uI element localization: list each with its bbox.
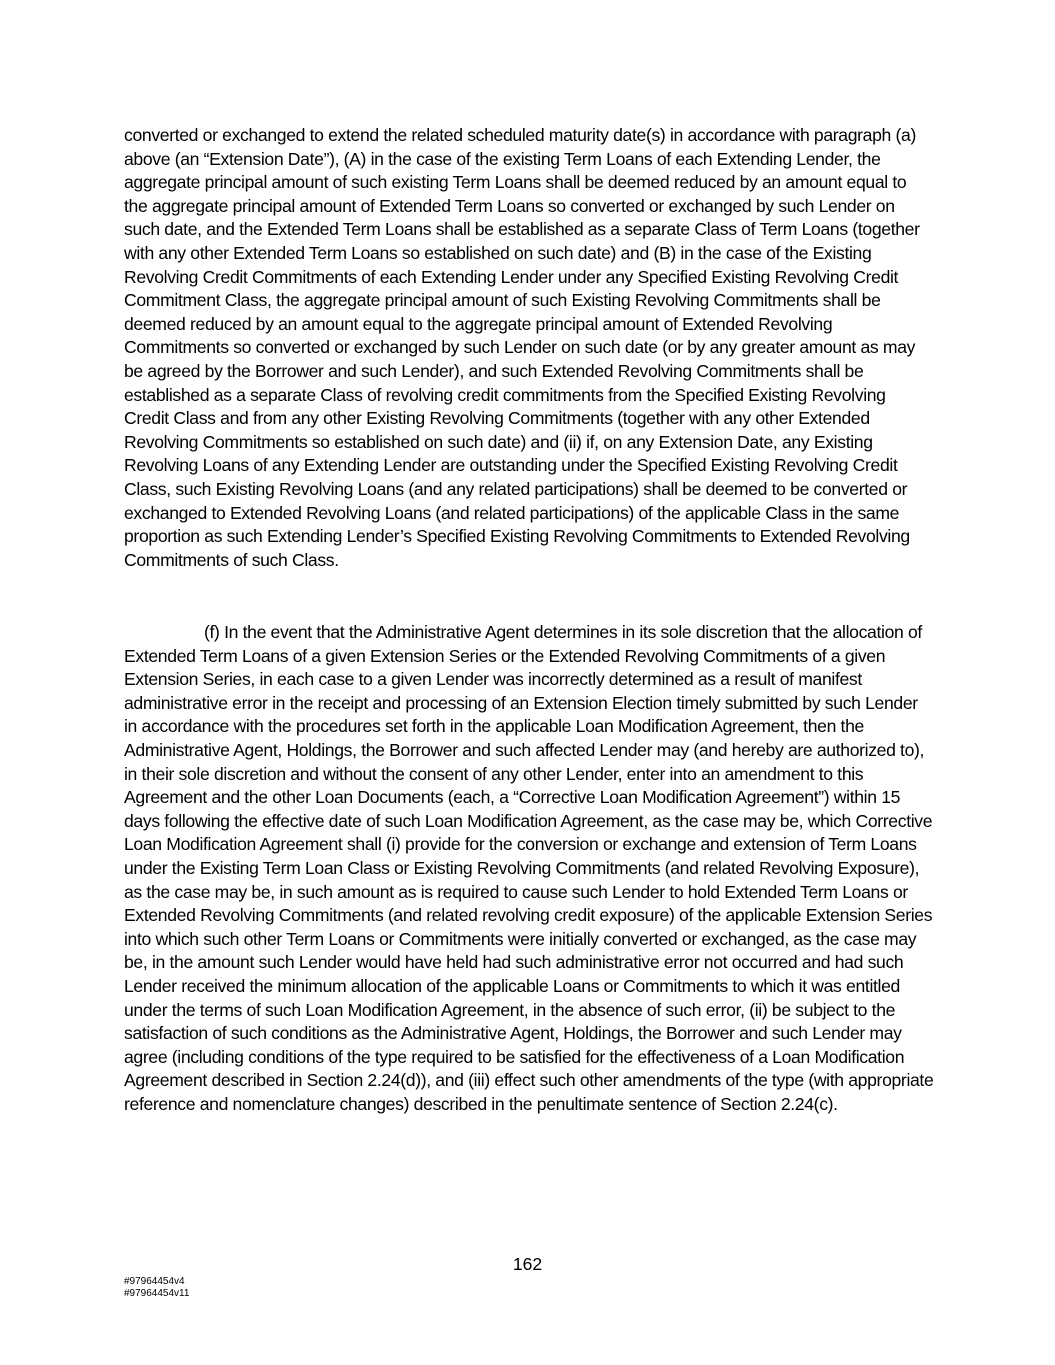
body-paragraph-section-f: (f) In the event that the Administrative Agent determines in its sole discretion that the allocation of Extended Term Loans of a given Extension Series or the Extended Revolving Commitments of a given Extension Series, in each case to a given Lender was incorrectly determined as a result of manifest administrative error in the receipt and processing of an Extension Election timely submitted by such Lender in accordance with the procedures set forth in the applicable Loan Modification Agreement, then the Administrative Agent, Holdings, the Borrower and such affected Lender may (and hereby are authorized to), in their sole discretion and without the consent of any other Lender, enter into an amendment to this Agreement and the other Loan Documents (each, a “Corrective Loan Modification Agreement”) within 15 days following the effective date of such Loan Modification Agreement, as the case may be, which Corrective Loan Modification Agreement shall (i) provide for the conversion or exchange and extension of Term Loans under the Existing Term Loan Class or Existing Revolving Commitments (and related Revolving Exposure), as the case may be, in such amount as is required to cause such Lender to hold Extended Term Loans or Extended Revolving Commitments (and related revolving credit exposure) of the applicable Extension Series into which such other Term Loans or Commitments were initially converted or exchanged, as the case may be, in the amount such Lender would have held had such administrative error not occurred and had such Lender received the minimum allocation of the applicable Loans or Commitments to which it was entitled under the terms of such Loan Modification Agreement, in the absence of such error, (ii) be subject to the satisfaction of such conditions as the Administrative Agent, Holdings, the Borrower and such Lender may agree (including conditions of the type required to be satisfied for the effectiveness of a Loan Modification Agreement described in Section 2.24(d)), and (iii) effect such other amendments of the type (with appropriate reference and nomenclature changes) described in the penultimate sentence of Section 2.24(c). — [124, 622, 934, 1114]
document-id: #97964454v4 — [124, 1276, 185, 1287]
body-paragraph-continued: converted or exchanged to extend the related scheduled maturity date(s) in accordance with paragraph (a) above (an “Extension Date”), (A) in the case of the existing Term Loans of each Extending Lender, the aggregate principal amount of such existing Term Loans shall be deemed reduced by an amount equal to the aggregate principal amount of Extended Term Loans so converted or exchanged by such Lender on such date, and the Extended Term Loans shall be established as a separate Class of Term Loans (together with any other Extended Term Loans so established on such date) and (B) in the case of the Existing Revolving Credit Commitments of each Extending Lender under any Specified Existing Revolving Credit Commitment Class, the aggregate principal amount of such Existing Revolving Commitments shall be deemed reduced by an amount equal to the aggregate principal amount of Extended Revolving Commitments so converted or exchanged by such Lender on such date (or by any greater amount as may be agreed by the Borrower and such Lender), and such Extended Revolving Commitments shall be established as a separate Class of revolving credit commitments from the Specified Existing Revolving Credit Class and from any other Existing Revolving Commitments (together with any other Extended Revolving Commitments so established on such date) and (ii) if, on any Extension Date, any Existing Revolving Loans of any Extending Lender are outstanding under the Specified Existing Revolving Credit Class, such Existing Revolving Loans (and any related participations) shall be deemed to be converted or exchanged to Extended Revolving Loans (and related participations) of the applicable Class in the same proportion as such Extending Lender’s Specified Existing Revolving Commitments to Extended Revolving Commitments of such Class. — [124, 125, 920, 570]
page-number: 162 — [512, 1254, 543, 1274]
document-id-footer — [124, 1276, 189, 1300]
document-id: #97964454v11 — [124, 1288, 190, 1299]
